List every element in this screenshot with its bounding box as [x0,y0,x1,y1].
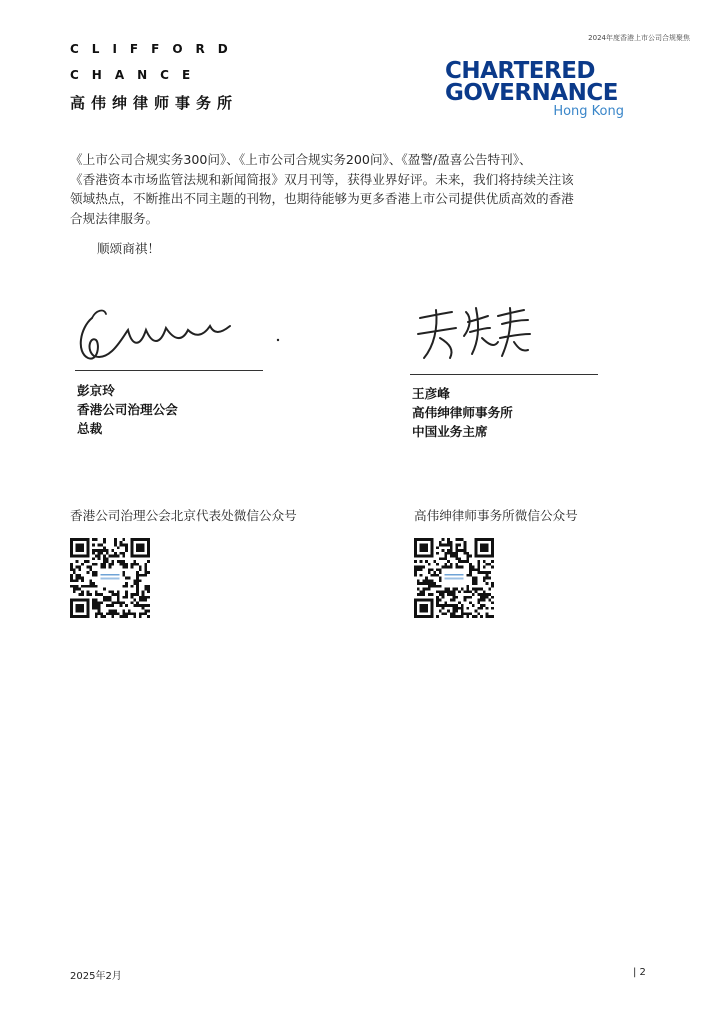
clifford-chance-logo [70,42,241,113]
signatory-title: 总裁 [77,421,103,436]
signature-right [410,298,540,366]
page-number: | 2 [633,967,646,978]
paragraph-line: 领域热点，不断推出不同主题的刊物，也期待能够为更多香港上市公司提供优质高效的香港 [70,191,574,206]
qr-code-right[interactable] [414,538,494,618]
body-paragraph [70,150,660,228]
logo-line-chance: CHANCE [70,68,204,82]
logo-line-hong-kong: Hong Kong [553,104,624,119]
qr-label-right: 高伟绅律师事务所微信公众号 [414,508,578,523]
signatory-organization: 香港公司治理公会 [77,402,178,417]
paragraph-line: 合规法律服务。 [70,210,159,226]
signatory-name: 彭京玲 [77,383,115,398]
signatory-right [412,384,513,441]
report-title: 2024年度香港上市公司合规聚焦 [588,34,690,42]
signatory-title: 中国业务主席 [412,424,488,439]
paragraph-line: 《上市公司合规实务300问》、《上市公司合规实务200问》、《盈警/盈喜公告特刊》、 [70,152,532,167]
qr-label-left: 香港公司治理公会北京代表处微信公众号 [70,508,297,523]
closing-salutation: 顺颂商祺！ [97,241,160,256]
paragraph-line: 《香港资本市场监管法规和新闻简报》双月刊等，获得业界好评。未来，我们将持续关注该 [70,171,574,187]
logo-line-governance: GOVERNANCE [445,80,618,106]
signature-line-right [410,374,598,375]
footer-date: 2025年2月 [70,971,122,982]
logo-line-chartered: CHARTERED [445,58,596,84]
logo-line-clifford: CLIFFORD [70,42,241,56]
logo-chinese-name: 高伟绅律师事务所 [70,94,239,112]
chartered-governance-logo [445,60,630,119]
signatory-left [77,381,178,438]
signatory-name: 王彦峰 [412,386,450,401]
qr-code-left[interactable] [70,538,150,618]
signature-line-left [75,370,263,371]
signature-left [70,300,300,370]
signatory-organization: 高伟绅律师事务所 [412,405,513,420]
